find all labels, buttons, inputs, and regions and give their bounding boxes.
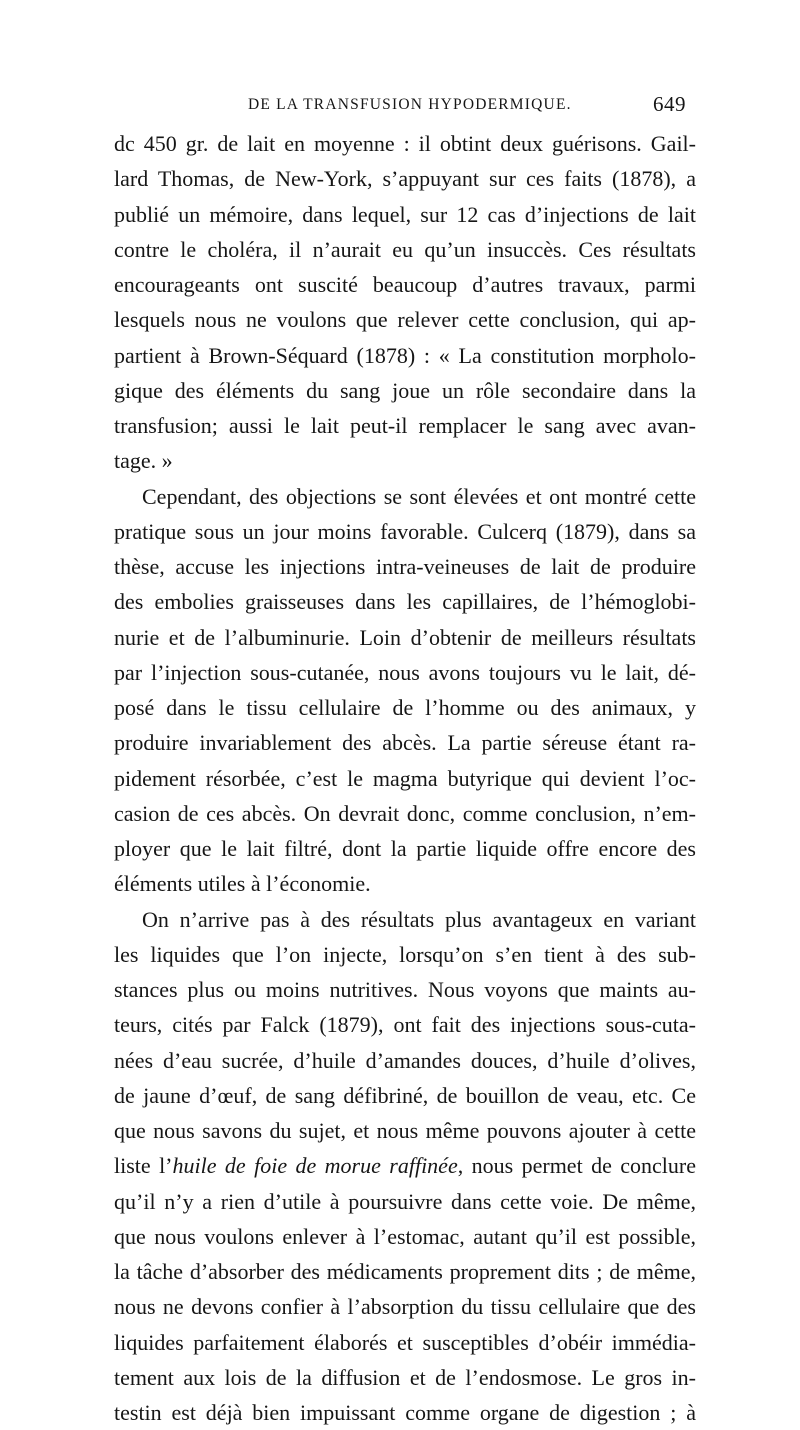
text-line: la tâche d’absorber des médicaments proprement dits ; de même, bbox=[114, 1259, 696, 1284]
text-line: partient à Brown-Séquard (1878) : « La constitution morpholo- bbox=[114, 342, 696, 368]
text-line: contre le choléra, il n’aurait eu qu’un insuccès. Ces résultats bbox=[114, 236, 696, 262]
text-line: pidement résorbée, c’est le magma butyrique qui devient l’oc- bbox=[114, 765, 696, 791]
text-line: lesquels nous ne voulons que relever cette conclusion, qui ap- bbox=[114, 307, 696, 333]
text-line: thèse, accuse les injections intra-veineuses de lait de produire bbox=[114, 554, 696, 579]
text-line: lard Thomas, de New-York, s’appuyant sur ces faits (1878), a bbox=[114, 166, 696, 192]
text-line: transfusion; aussi le lait peut-il remplacer le sang avec avan- bbox=[114, 413, 696, 438]
text-line: nous ne devons confier à l’absorption du tissu cellulaire que des bbox=[114, 1294, 696, 1320]
text-line: par l’injection sous-cutanée, nous avons toujours vu le lait, dé- bbox=[114, 659, 696, 685]
text-line: encourageants ont suscité beaucoup d’autres travaux, parmi bbox=[114, 272, 696, 297]
text-line-segment: liste l’ bbox=[114, 1153, 173, 1179]
text-line: des embolies graisseuses dans les capillaires, de l’hémoglobi- bbox=[114, 589, 696, 615]
text-line: que nous voulons enlever à l’estomac, autant qu’il est possible, bbox=[114, 1223, 696, 1249]
text-line: publié un mémoire, dans lequel, sur 12 cas d’injections de lait bbox=[114, 201, 696, 227]
text-line: nées d’eau sucrée, d’huile d’amandes douces, d’huile d’olives, bbox=[114, 1047, 696, 1073]
running-head bbox=[130, 92, 686, 122]
text-line: dc 450 gr. de lait en moyenne : il obtint deux guérisons. Gail- bbox=[114, 131, 696, 156]
text-line: qu’il n’y a rien d’utile à poursuivre dans cette voie. De même, bbox=[114, 1188, 696, 1214]
page-number: 649 bbox=[653, 92, 686, 116]
text-line: On n’arrive pas à des résultats plus avantageux en variant bbox=[142, 906, 696, 932]
text-line: ployer que le lait filtré, dont la partie liquide offre encore des bbox=[114, 836, 696, 861]
text-line: pratique sous un jour moins favorable. Culcerq (1879), dans sa bbox=[114, 518, 696, 544]
text-line: gique des éléments du sang joue un rôle secondaire dans la bbox=[114, 377, 696, 403]
text-line: testin est déjà bien impuissant comme organe de digestion ; à bbox=[114, 1400, 696, 1425]
body-text bbox=[114, 126, 696, 1430]
text-line: tage. » bbox=[114, 448, 173, 474]
text-line: de jaune d’œuf, de sang défibriné, de bouillon de veau, etc. Ce bbox=[114, 1082, 696, 1108]
text-line: les liquides que l’on injecte, lorsqu’on s’en tient à des sub- bbox=[114, 941, 696, 967]
italic-phrase: huile de foie de morue raffinée bbox=[172, 1153, 458, 1179]
text-line: que nous savons du sujet, et nous même pouvons ajouter à cette bbox=[114, 1118, 696, 1143]
text-line bbox=[114, 1148, 696, 1183]
text-line: produire invariablement des abcès. La partie séreuse étant ra- bbox=[114, 730, 696, 756]
text-line: stances plus ou moins nutritives. Nous voyons que maints au- bbox=[114, 977, 696, 1002]
text-line-segment: , nous permet de conclure bbox=[457, 1153, 696, 1179]
text-line: éléments utiles à l’économie. bbox=[114, 871, 371, 897]
text-line: Cependant, des objections se sont élevées et ont montré cette bbox=[142, 483, 696, 509]
text-line: casion de ces abcès. On devrait donc, comme conclusion, n’em- bbox=[114, 800, 696, 826]
text-line: liquides parfaitement élaborés et susceptibles d’obéir immédia- bbox=[114, 1329, 696, 1355]
text-line: nurie et de l’albuminurie. Loin d’obtenir de meilleurs résultats bbox=[114, 624, 696, 650]
text-line: teurs, cités par Falck (1879), ont fait des injections sous-cuta- bbox=[114, 1012, 696, 1038]
text-line: posé dans le tissu cellulaire de l’homme ou des animaux, y bbox=[114, 695, 696, 720]
text-line: tement aux lois de la diffusion et de l’endosmose. Le gros in- bbox=[114, 1364, 696, 1390]
running-title: DE LA TRANSFUSION HYPODERMIQUE. bbox=[248, 96, 572, 113]
